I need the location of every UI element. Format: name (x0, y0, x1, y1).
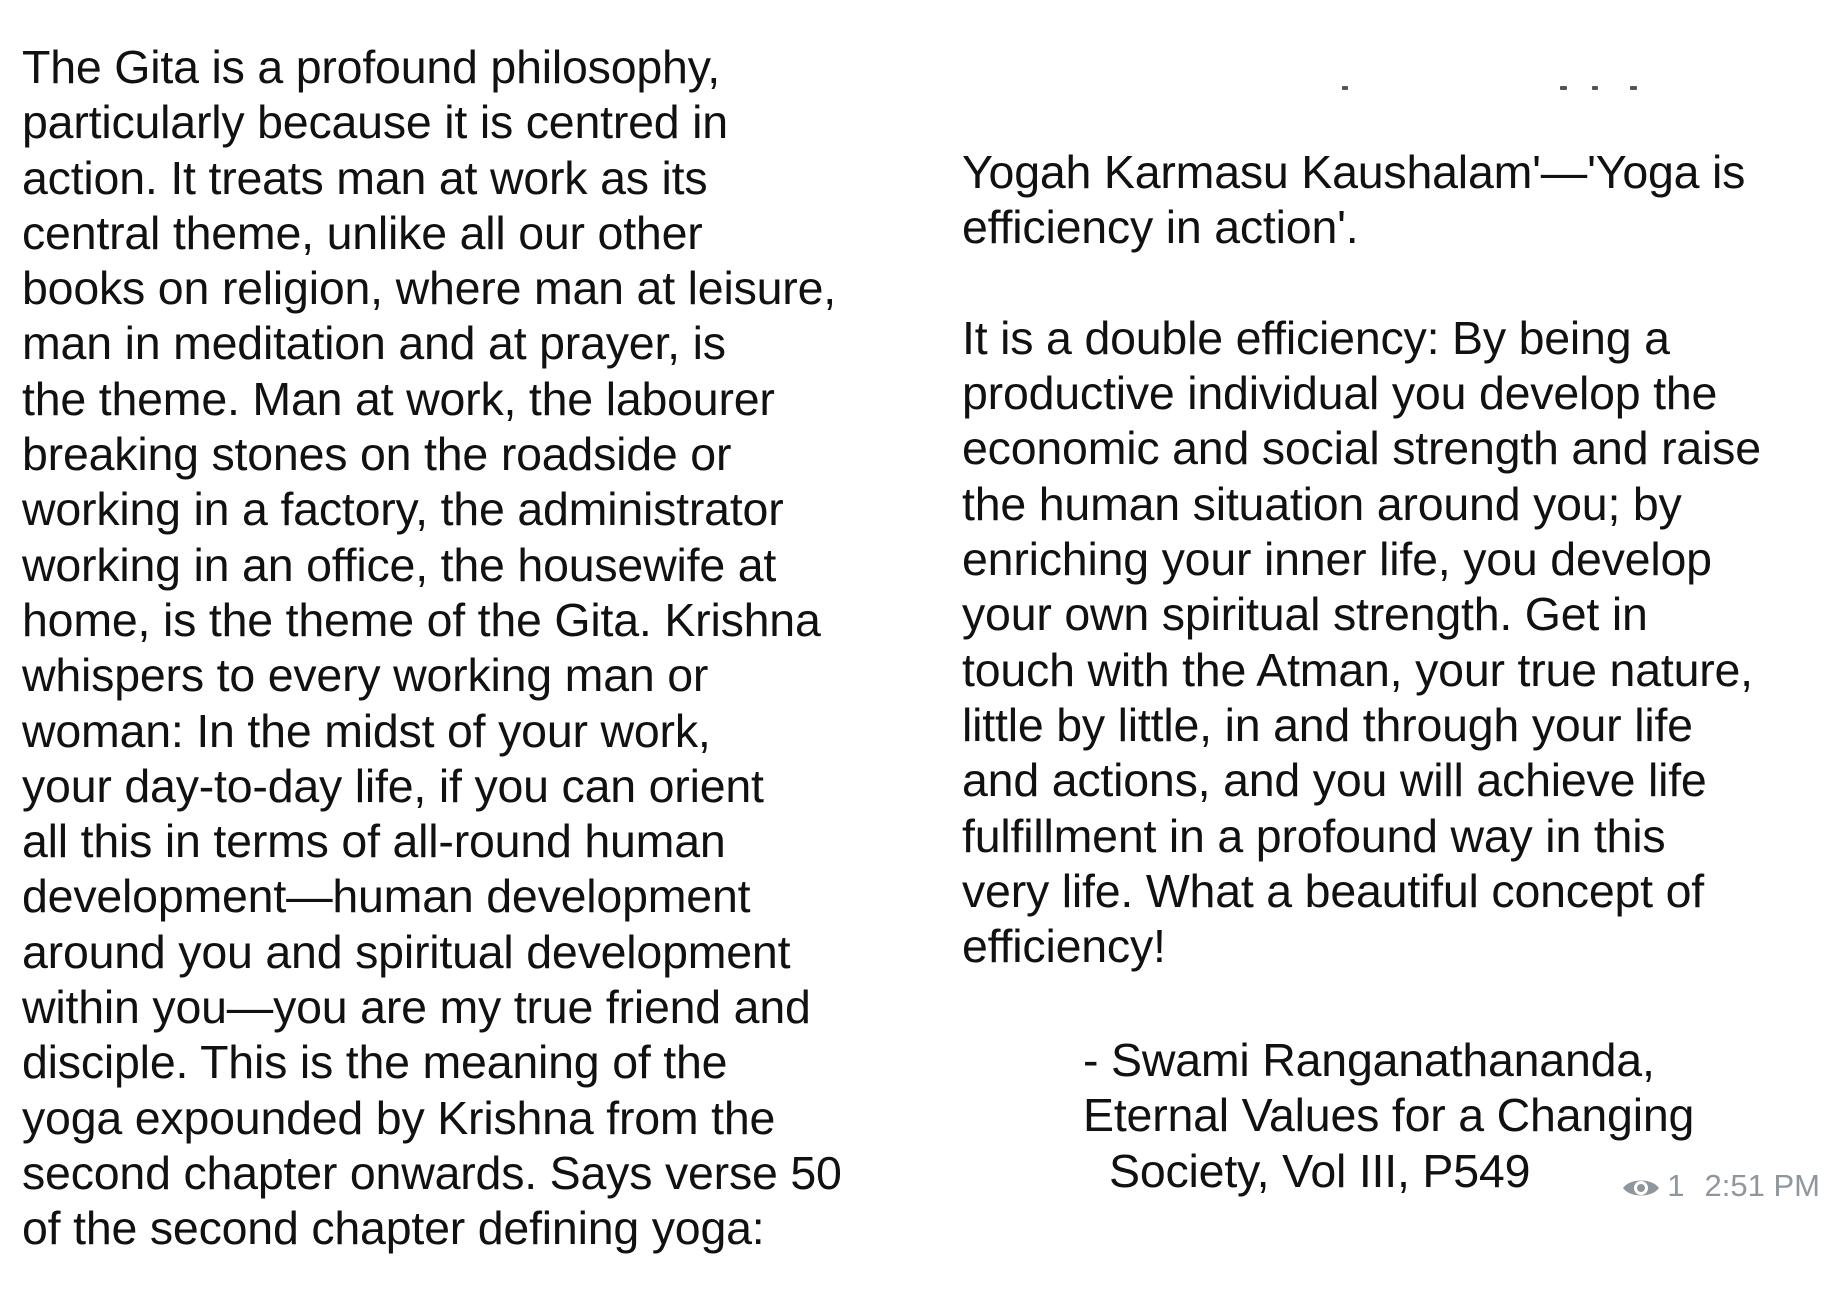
body-paragraph (962, 311, 1761, 975)
text-line: productive individual you develop the (962, 367, 1718, 420)
text-line: particularly because it is centred in (22, 96, 728, 149)
text-line: enriching your inner life, you develop (962, 533, 1712, 586)
text-line: man in meditation and at prayer, is (22, 317, 726, 370)
message-right-column (962, 145, 1761, 974)
text-line: fulfillment in a profound way in this (962, 809, 1666, 862)
text-line: your day-to-day life, if you can orient (22, 759, 764, 812)
attribution-book-title: Eternal Values for a Changing (1083, 1089, 1695, 1142)
text-line: your own spiritual strength. Get in (962, 588, 1648, 641)
text-line: very life. What a beautiful concept of (962, 864, 1704, 917)
text-line: the theme. Man at work, the labourer (22, 372, 775, 425)
text-line: Yogah Karmasu Kaushalam'—'Yoga is (962, 146, 1746, 198)
sanskrit-quote-paragraph (962, 145, 1761, 256)
cropped-text-fragment (1330, 72, 1690, 94)
text-line: economic and social strength and raise (962, 422, 1761, 475)
text-line: The Gita is a profound philosophy, (22, 41, 721, 93)
message-left-column (22, 40, 842, 1257)
text-line: whispers to every working man or (22, 649, 709, 702)
text-line: It is a double efficiency: By being a (962, 311, 1670, 364)
text-line: central theme, unlike all our other (22, 206, 703, 259)
text-line: the human situation around you; by (962, 477, 1682, 530)
text-line: second chapter onwards. Says verse 50 (22, 1146, 842, 1199)
attribution-author: - Swami Ranganathananda, (1083, 1034, 1655, 1086)
text-line: development—human development (22, 870, 751, 923)
text-line: and actions, and you will achieve life (962, 754, 1707, 807)
text-line: woman: In the midst of your work, (22, 704, 711, 757)
text-line: books on religion, where man at leisure, (22, 262, 836, 315)
view-count: 1 (1667, 1168, 1685, 1203)
text-line: disciple. This is the meaning of the (22, 1036, 728, 1089)
text-line: working in an office, the housewife at (22, 538, 777, 591)
text-line: yoga expounded by Krishna from the (22, 1091, 776, 1144)
attribution-book-detail: Society, Vol III, P549 (1109, 1144, 1531, 1197)
text-line: little by little, in and through your life (962, 698, 1693, 751)
text-line: breaking stones on the roadside or (22, 428, 732, 481)
text-line: within you—you are my true friend and (22, 981, 811, 1034)
text-line: efficiency! (962, 920, 1166, 973)
message-meta (1621, 1168, 1820, 1204)
text-line: around you and spiritual development (22, 925, 791, 978)
text-line: working in a factory, the administrator (22, 483, 784, 536)
text-line: action. It treats man at work as its (22, 151, 708, 204)
text-line: of the second chapter defining yoga: (22, 1202, 765, 1255)
text-line: efficiency in action'. (962, 201, 1359, 254)
message-timestamp: 2:51 PM (1704, 1168, 1820, 1203)
text-line: all this in terms of all-round human (22, 815, 726, 868)
attribution (1083, 1033, 1694, 1199)
text-line: touch with the Atman, your true nature, (962, 643, 1753, 696)
text-line: home, is the theme of the Gita. Krishna (22, 593, 821, 646)
eye-icon (1621, 1173, 1661, 1199)
